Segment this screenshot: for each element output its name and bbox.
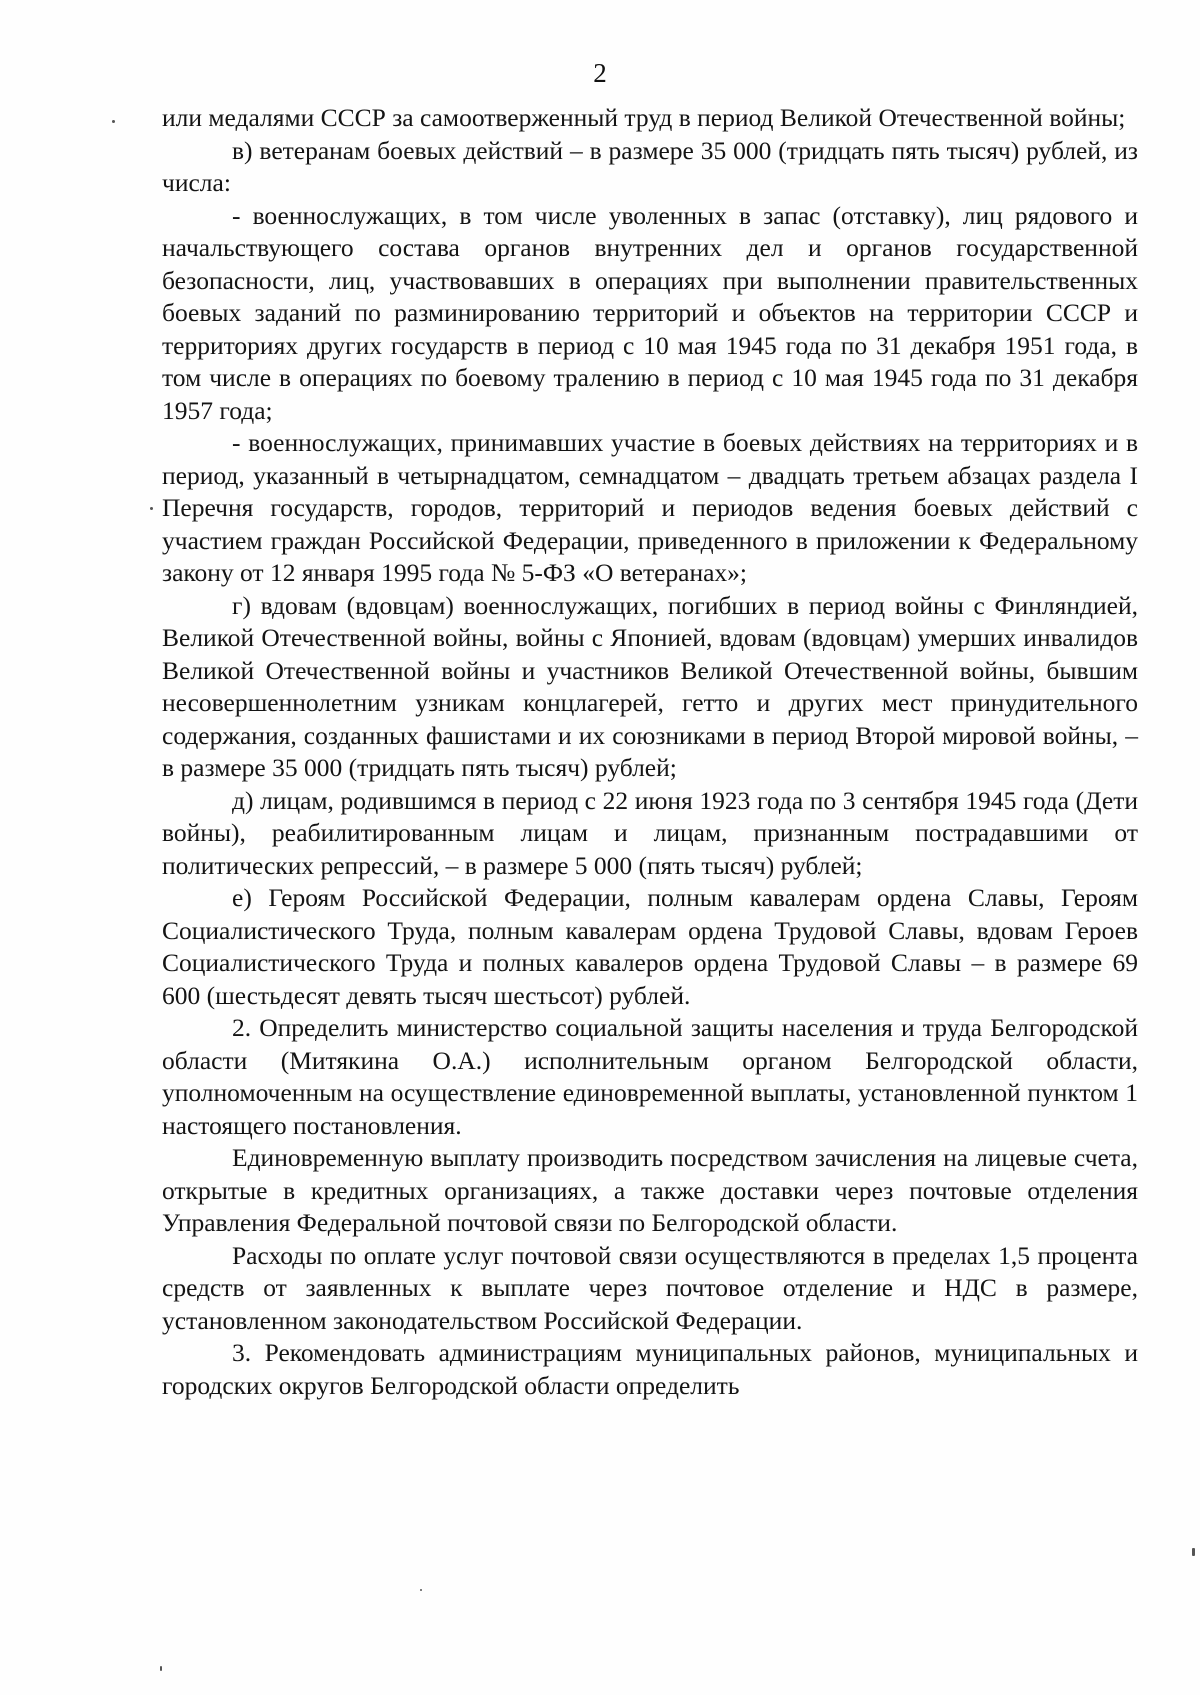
paragraph-postal-expenses: Расходы по оплате услуг почтовой связи осуществляются в пределах 1,5 процента средств от заявленных к выплате через почтовое отделение и НДС в размере, установленном законодательством Российской Федерации. <box>162 1240 1138 1335</box>
scan-speck <box>112 120 115 123</box>
document-body <box>162 102 1138 1402</box>
paragraph-servicemen-combat: - военнослужащих, принимавших участие в боевых действиях на территориях и в период, указанный в четырнадцатом, семнадцатом – двадцать третьем абзацах раздела I Перечня государств, городов, территорий и периодов ведения боевых действий с участием граждан Российской Федерации, приведенного в приложении к Федеральному закону от 12 января 1995 года № 5-ФЗ «О ветеранах»; <box>162 428 1138 587</box>
page-number: 2 <box>593 58 607 88</box>
paragraph-servicemen-demining: - военнослужащих, в том числе уволенных в запас (отставку), лиц рядового и начальствующего состава органов внутренних дел и органов государственной безопасности, лиц, участвовавших в операциях при выполнении правительственных боевых заданий по разминированию территорий и объектов на территории СССР и территориях других государств в период с 10 мая 1945 года по 31 декабря 1951 года, в том числе в операциях по боевому тралению в период с 10 мая 1945 года по 31 декабря 1957 года; <box>162 200 1138 425</box>
scan-speck <box>150 507 153 510</box>
scan-speck <box>1192 1548 1195 1556</box>
paragraph-item-v: в) ветеранам боевых действий – в размере 35 000 (тридцать пять тысяч) рублей, из числа: <box>162 135 1138 197</box>
paragraph-item-g: г) вдовам (вдовцам) военнослужащих, погибших в период войны с Финляндией, Великой Отечественной войны, войны с Японией, вдовам (вдовцам) умерших инвалидов Великой Отечественной войны и участников Великой Отечественной войны, бывшим несовершеннолетним узникам концлагерей, гетто и других мест принудительного содержания, созданных фашистами и их союзниками в период Второй мировой войны, – в размере 35 000 (тридцать пять тысяч) рублей; <box>162 590 1138 782</box>
paragraph-item-e: е) Героям Российской Федерации, полным кавалерам ордена Славы, Героям Социалистического Труда, полным кавалерам ордена Трудовой Славы, вдовам Героев Социалистического Труда и полных кавалеров ордена Трудовой Славы – в размере 69 600 (шестьдесят девять тысяч шестьсот) рублей. <box>162 883 1138 1010</box>
paragraph-point-2: 2. Определить министерство социальной защиты населения и труда Белгородской области (Митякина О.А.) исполнительным органом Белгородской области, уполномоченным на осуществление единовременной выплаты, установленной пунктом 1 настоящего постановления. <box>162 1013 1138 1140</box>
paragraph-point-3: 3. Рекомендовать администрациям муниципальных районов, муниципальных и городских округов Белгородской области определить <box>162 1338 1138 1400</box>
paragraph-continuation: или медалями СССР за самоотверженный труд в период Великой Отечественной войны; <box>162 103 1126 132</box>
paragraph-payment-method: Единовременную выплату производить посредством зачисления на лицевые счета, открытые в кредитных организациях, а также доставки через почтовые отделения Управления Федеральной почтовой связи по Белгородской области. <box>162 1143 1138 1237</box>
scan-speck <box>160 1666 162 1671</box>
paragraph-item-d: д) лицам, родившимся в период с 22 июня 1923 года по 3 сентября 1945 года (Дети войны), реабилитированным лицам и лицам, признанным пострадавшими от политических репрессий, – в размере 5 000 (пять тысяч) рублей; <box>162 785 1138 880</box>
scan-speck <box>420 1589 422 1591</box>
